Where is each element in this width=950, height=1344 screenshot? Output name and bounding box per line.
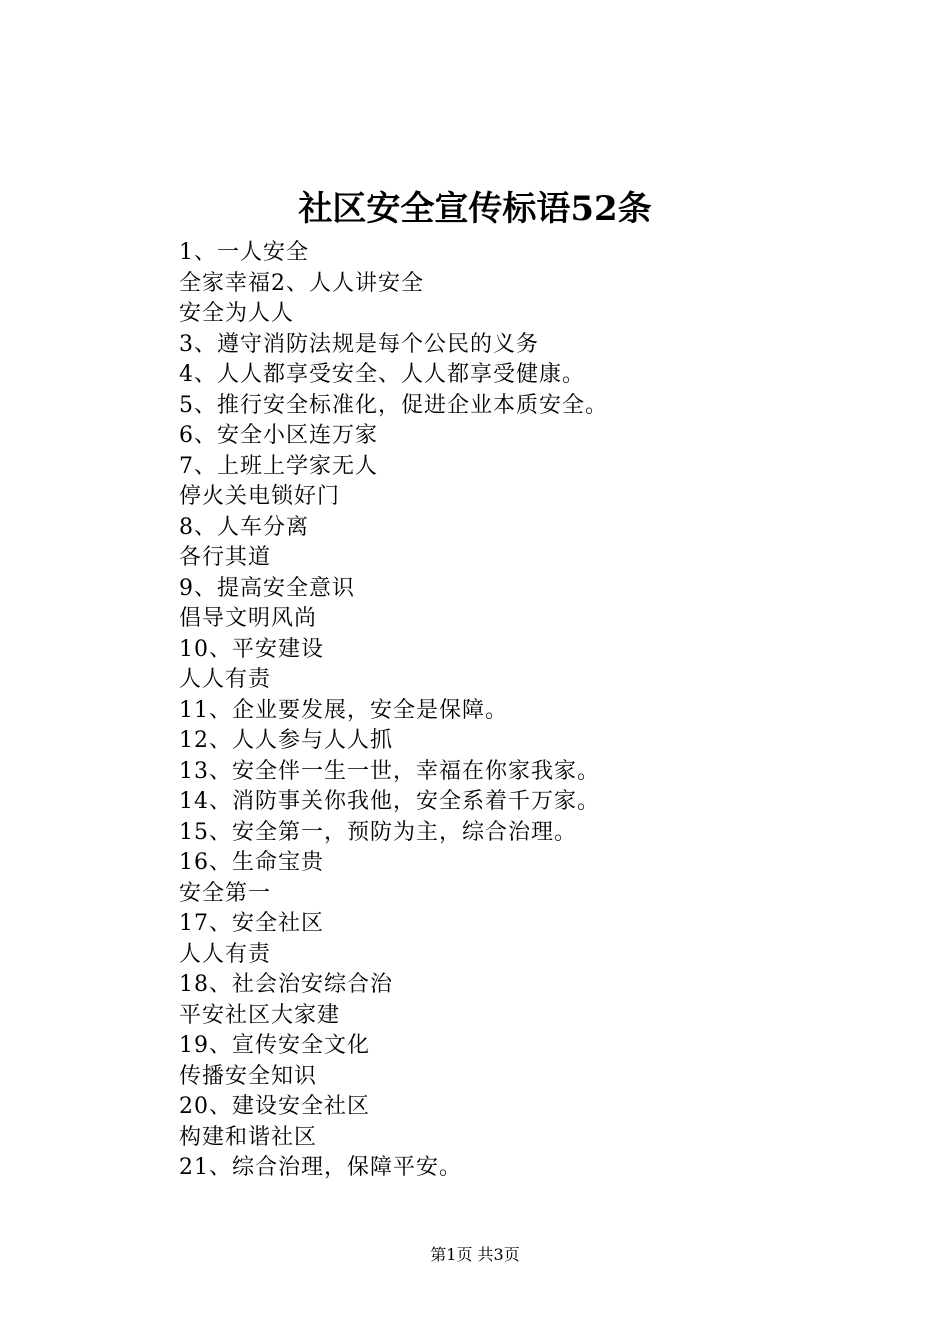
slogan-line: 倡导文明风尚 [179,606,318,631]
page-footer: 第1页 共3页 [430,1245,520,1264]
slogan-line: 人人有责 [179,941,272,967]
slogan-line: 构建和谐社区 [179,1124,318,1150]
slogan-line: 6、安全小区连万家 [179,423,378,448]
slogan-line: 3、遵守消防法规是每个公民的义务 [179,331,539,357]
slogan-line: 4、人人都享受安全、人人都享受健康。 [179,362,585,387]
slogan-line: 16、生命宝贵 [179,850,324,875]
slogan-line: 17、安全社区 [179,911,324,936]
slogan-line: 全家幸福2、人人讲安全 [179,270,424,296]
document-title: 社区安全宣传标语52条 [298,189,652,229]
slogan-line: 21、综合治理，保障平安。 [179,1155,462,1180]
slogan-line: 14、消防事关你我他，安全系着千万家。 [179,789,600,814]
slogan-line: 安全为人人 [179,301,295,326]
slogan-line: 7、上班上学家无人 [179,453,378,479]
slogan-line: 平安社区大家建 [179,1002,341,1028]
slogan-line: 5、推行安全标准化，促进企业本质安全。 [179,392,608,418]
slogan-line: 人人有责 [179,667,272,692]
slogan-line: 8、人车分离 [179,514,309,540]
slogan-line: 9、提高安全意识 [179,575,355,601]
slogan-line: 18、社会治安综合治 [179,972,393,997]
slogan-line: 20、建设安全社区 [179,1094,370,1119]
slogan-line: 13、安全伴一生一世，幸福在你家我家。 [179,758,600,784]
slogan-line: 12、人人参与人人抓 [179,728,393,753]
slogan-line: 19、宣传安全文化 [179,1033,370,1058]
slogan-line: 各行其道 [179,545,272,570]
slogan-line: 传播安全知识 [179,1063,318,1089]
slogan-line: 11、企业要发展，安全是保障。 [179,697,508,723]
slogan-line: 15、安全第一，预防为主，综合治理。 [179,819,577,845]
slogan-line: 停火关电锁好门 [179,484,341,509]
slogan-list [179,238,879,1184]
slogan-line: 安全第一 [179,880,272,906]
slogan-line: 1、一人安全 [179,240,309,265]
slogan-line: 10、平安建设 [179,636,324,662]
